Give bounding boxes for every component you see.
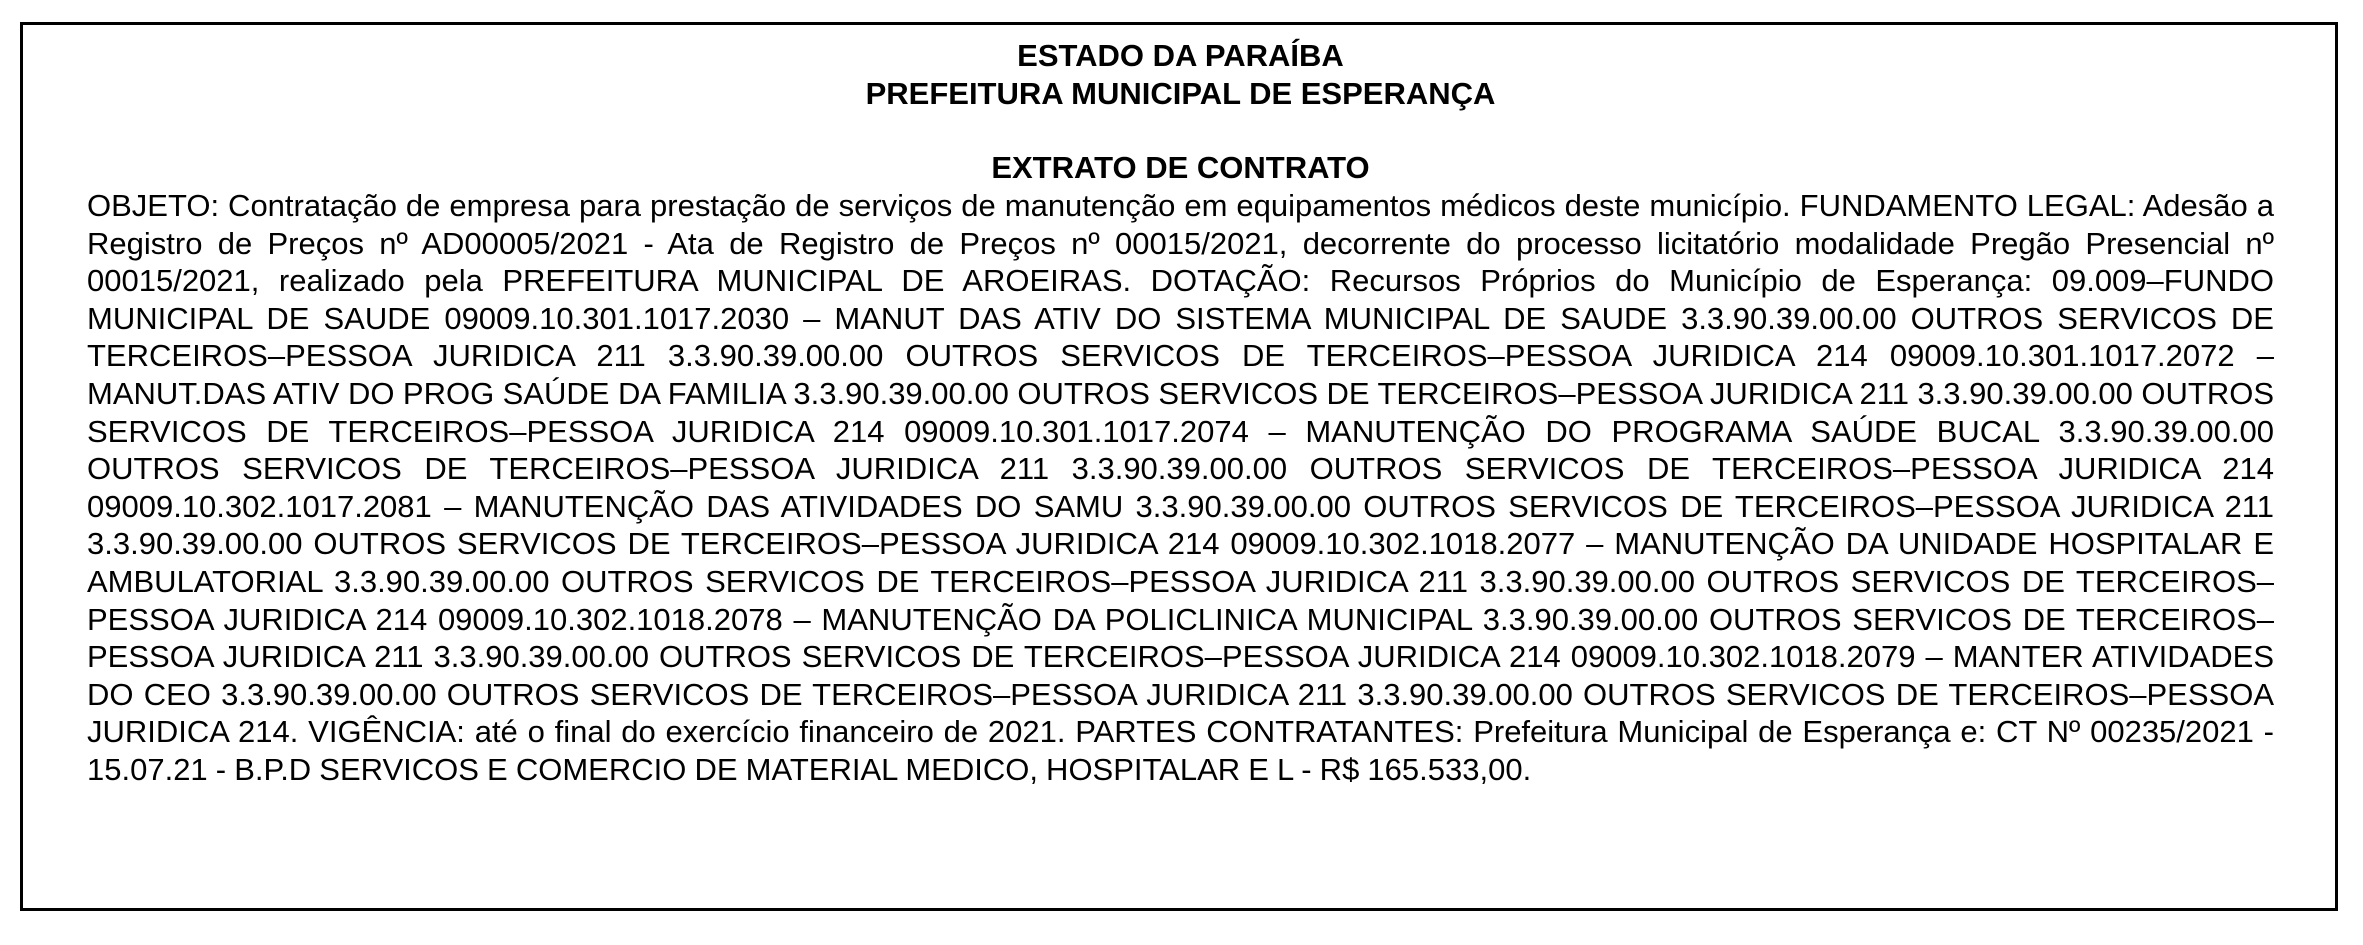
state-heading: ESTADO DA PARAÍBA — [1017, 38, 1344, 73]
document-title: EXTRATO DE CONTRATO — [991, 150, 1370, 185]
municipality-heading: PREFEITURA MUNICIPAL DE ESPERANÇA — [865, 76, 1496, 111]
contract-extract-body: OBJETO: Contratação de empresa para prestação de serviços de manutenção em equipamentos médicos deste município. FUNDAMENTO LEGAL: Adesão a Registro de Preços nº AD00005/2021 - Ata de Registro de Preços nº 00015/2021, decorrente do processo licitatório modalidade Pregão Presencial nº 00015/2021, realizado pela PREFEITURA MUNICIPAL DE AROEIRAS. DOTAÇÃO: Recursos Próprios do Município de Esperança: 09.009–FUNDO MUNICIPAL DE SAUDE 09009.10.301.1017.2030 – MANUT DAS ATIV DO SISTEMA MUNICIPAL DE SAUDE 3.3.90.39.00.00 OUTROS SERVICOS DE TERCEIROS–PESSOA JURIDICA 211 3.3.90.39.00.00 OUTROS SERVICOS DE TERCEIROS–PESSOA JURIDICA 214 09009.10.301.1017.2072 – MANUT.DAS ATIV DO PROG SAÚDE DA FAMILIA 3.3.90.39.00.00 OUTROS SERVICOS DE TERCEIROS–PESSOA JURIDICA 211 3.3.90.39.00.00 OUTROS SERVICOS DE TERCEIROS–PESSOA JURIDICA 214 09009.10.301.1017.2074 – MANUTENÇÃO DO PROGRAMA SAÚDE BUCAL 3.3.90.39.00.00 OUTROS SERVICOS DE TERCEIROS–PESSOA JURIDICA 211 3.3.90.39.00.00 OUTROS SERVICOS DE TERCEIROS–PESSOA JURIDICA 214 09009.10.302.1017.2081 – MANUTENÇÃO DAS ATIVIDADES DO SAMU 3.3.90.39.00.00 OUTROS SERVICOS DE TERCEIROS–PESSOA JURIDICA 211 3.3.90.39.00.00 OUTROS SERVICOS DE TERCEIROS–PESSOA JURIDICA 214 09009.10.302.1018.2077 – MANUTENÇÃO DA UNIDADE HOSPITALAR E AMBULATORIAL 3.3.90.39.00.00 OUTROS SERVICOS DE TERCEIROS–PESSOA JURIDICA 211 3.3.90.39.00.00 OUTROS SERVICOS DE TERCEIROS–PESSOA JURIDICA 214 09009.10.302.1018.2078 – MANUTENÇÃO DA POLICLINICA MUNICIPAL 3.3.90.39.00.00 OUTROS SERVICOS DE TERCEIROS–PESSOA JURIDICA 211 3.3.90.39.00.00 OUTROS SERVICOS DE TERCEIROS–PESSOA JURIDICA 214 09009.10.302.1018.2079 – MANTER ATIVIDADES DO CEO 3.3.90.39.00.00 OUTROS SERVICOS DE TERCEIROS–PESSOA JURIDICA 211 3.3.90.39.00.00 OUTROS SERVICOS DE TERCEIROS–PESSOA JURIDICA 214. VIGÊNCIA: até o final do exercício financeiro de 2021. PARTES CONTRATANTES: Prefeitura Municipal de Esperança e: CT Nº 00235/2021 - 15.07.21 - B.P.D SERVICOS E COMERCIO DE MATERIAL MEDICO, HOSPITALAR E L - R$ 165.533,00. — [87, 188, 2274, 787]
notice-frame — [20, 22, 2338, 911]
notice-content — [87, 37, 2274, 789]
heading-spacer — [87, 113, 2274, 149]
